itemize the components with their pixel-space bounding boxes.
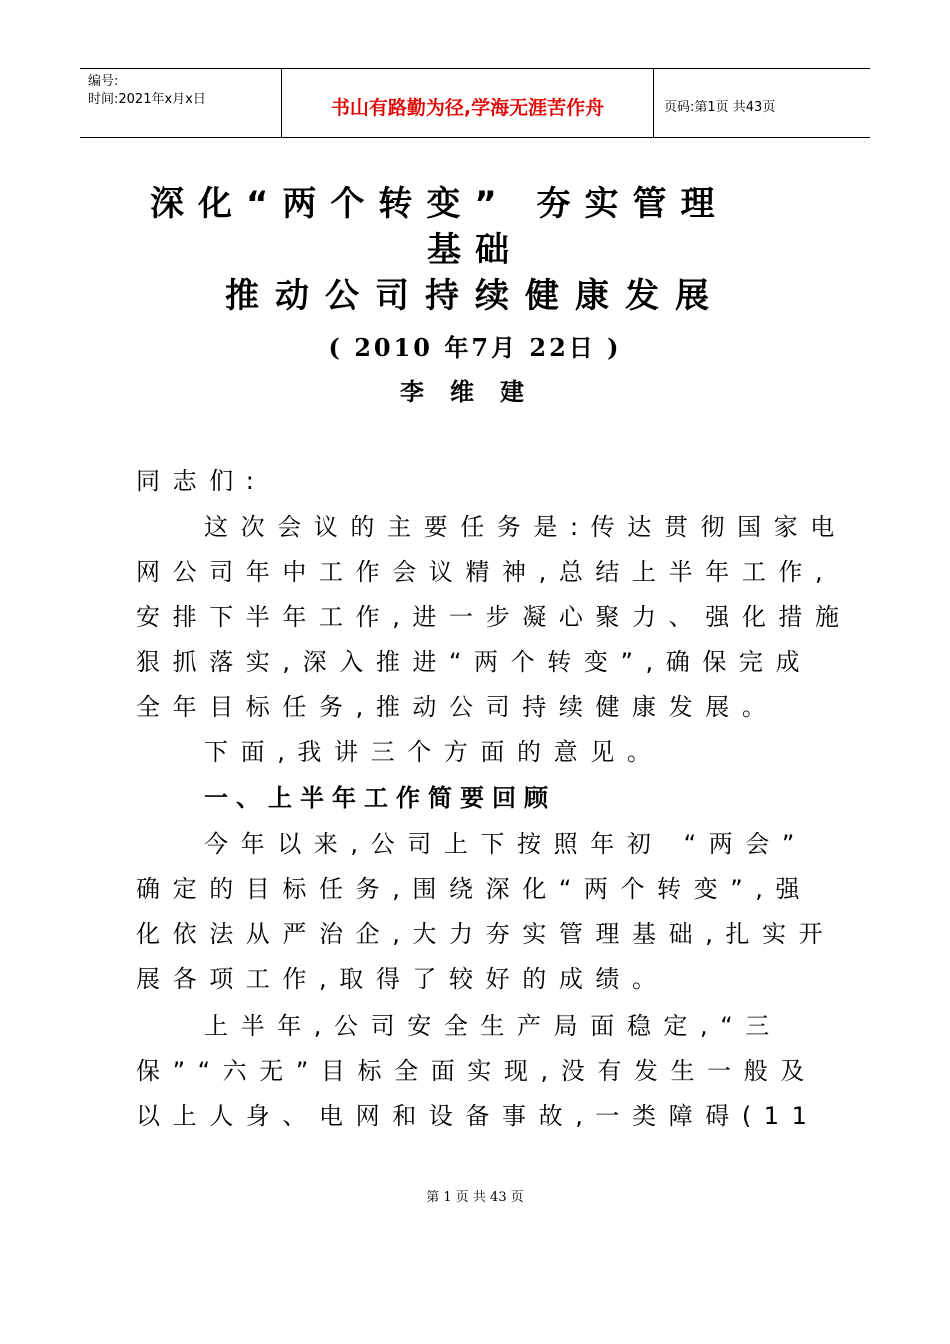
time-label: 时间:2021年x月x日 — [88, 92, 206, 107]
page-header — [80, 68, 870, 138]
paragraph-line: 保”“六无”目标全面实现,没有发生一般及 — [136, 1057, 817, 1085]
paragraph-line: 全年目标任务,推动公司持续健康发展。 — [136, 693, 779, 721]
paragraph-line: 这次会议的主要任务是:传达贯彻国家电 — [204, 513, 847, 541]
paragraph-line: 今年以来,公司上下按照年初 “两会” — [204, 830, 807, 858]
paragraph-line: 以上人身、电网和设备事故,一类障碍(11 — [136, 1102, 820, 1130]
title-line-2: 基础 — [427, 230, 523, 270]
paragraph-line: 化依法从严治企,大力夯实管理基础,扎实开 — [136, 920, 836, 948]
header-motto: 书山有路勤为径,学海无涯苦作舟 — [282, 69, 654, 137]
title-line-1: 深化“两个转变” 夯实管理 — [150, 184, 729, 224]
paragraph-line: 狠抓落实,深入推进“两个转变”,确保完成 — [136, 648, 813, 676]
number-label: 编号: — [88, 74, 119, 89]
paragraph-line: 下面,我讲三个方面的意见。 — [204, 738, 664, 766]
title-line-3: 推动公司持续健康发展 — [225, 276, 725, 316]
section-heading: 一、上半年工作简要回顾 — [204, 784, 556, 812]
header-page-info: 页码:第1页 共43页 — [664, 99, 776, 115]
paragraph-line: 展各项工作,取得了较好的成绩。 — [136, 965, 669, 993]
greeting: 同志们: — [136, 467, 267, 495]
author-name: 李维建 — [400, 378, 550, 406]
paragraph-line: 上半年,公司安全生产局面稳定,“三 — [204, 1012, 782, 1040]
page-footer: 第 1 页 共 43 页 — [426, 1190, 524, 1205]
header-meta — [80, 69, 282, 137]
paragraph-line: 安排下半年工作,进一步凝心聚力、强化措施 — [136, 603, 852, 631]
speech-date: ( 2010 年7月 22日 ) — [328, 333, 622, 362]
paragraph-line: 确定的目标任务,围绕深化“两个转变”,强 — [136, 875, 813, 903]
paragraph-line: 网公司年中工作会议精神,总结上半年工作, — [136, 558, 836, 586]
